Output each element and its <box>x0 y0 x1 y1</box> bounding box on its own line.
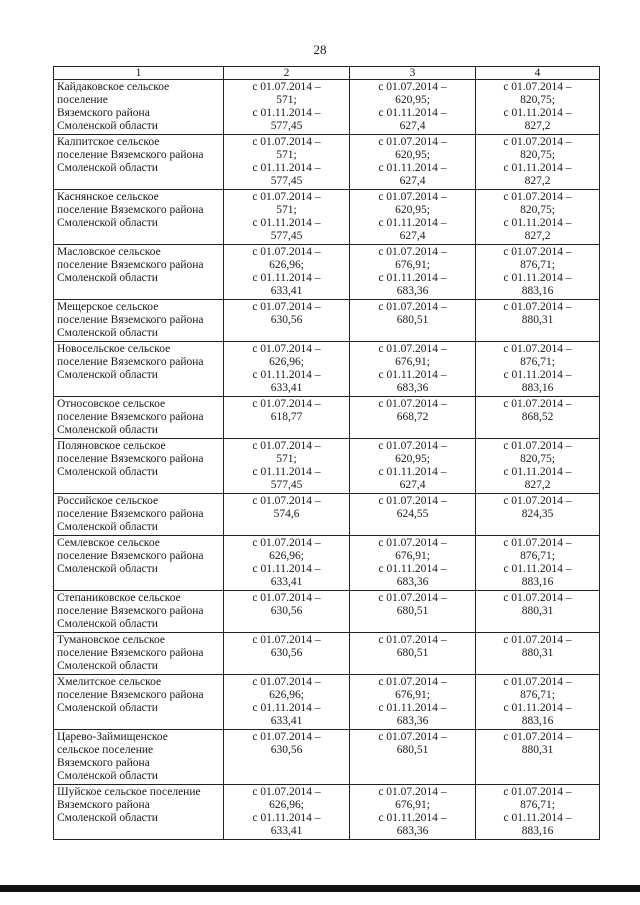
tariff-line: с 01.07.2014 – <box>503 398 572 410</box>
settlement-name-cell <box>54 591 224 633</box>
table-row <box>54 730 600 785</box>
tariff-line: с 01.11.2014 – <box>252 162 321 174</box>
settlement-name-cell <box>54 633 224 675</box>
tariff-line: с 01.07.2014 – <box>503 592 572 604</box>
tariff-cell-col3 <box>350 633 476 675</box>
tariff-cell-col4 <box>476 494 600 536</box>
tariff-cell-col3 <box>350 591 476 633</box>
settlement-name-cell <box>54 245 224 300</box>
tariff-line: 618,77 <box>270 411 303 423</box>
tariff-cell-col3 <box>350 785 476 840</box>
tariff-line: с 01.11.2014 – <box>503 369 572 381</box>
settlement-name-line: Масловское сельское <box>57 246 161 258</box>
settlement-name-cell <box>54 494 224 536</box>
tariff-line: с 01.07.2014 – <box>252 246 321 258</box>
tariff-line: 876,71; <box>520 259 555 271</box>
settlement-name-line: Смоленской области <box>57 272 158 284</box>
tariff-line: 627,4 <box>399 175 426 187</box>
tariff-line: 620,95; <box>395 453 430 465</box>
tariff-line: 626,96; <box>269 689 304 701</box>
tariff-line: 620,95; <box>395 94 430 106</box>
tariff-line: с 01.07.2014 – <box>252 676 321 688</box>
column-header: 3 <box>350 67 476 80</box>
table-row <box>54 135 600 190</box>
tariff-line: 883,16 <box>521 285 554 297</box>
bottom-border-bar <box>0 885 640 892</box>
tariff-line: 683,36 <box>396 382 429 394</box>
tariff-line: 880,31 <box>521 314 554 326</box>
tariff-line: с 01.11.2014 – <box>252 272 321 284</box>
tariff-line: 571; <box>276 453 297 465</box>
tariff-cell-col4 <box>476 536 600 591</box>
table-row <box>54 439 600 494</box>
page-number: 28 <box>313 42 327 57</box>
tariff-cell-col3 <box>350 80 476 135</box>
settlement-name-line: поселение Вяземского района <box>57 204 204 216</box>
tariff-line: с 01.07.2014 – <box>252 191 321 203</box>
tariff-cell-col4 <box>476 633 600 675</box>
tariff-line: с 01.07.2014 – <box>503 731 572 743</box>
settlement-name-line: Вяземского района <box>57 757 150 769</box>
settlement-name-line: Шуйское сельское поселение <box>57 786 201 798</box>
tariff-line: с 01.11.2014 – <box>378 107 447 119</box>
tariff-line: с 01.11.2014 – <box>503 563 572 575</box>
tariff-line: 680,51 <box>396 314 429 326</box>
tariff-line: с 01.07.2014 – <box>378 676 447 688</box>
tariff-line: 633,41 <box>270 382 303 394</box>
tariff-line: 668,72 <box>396 411 429 423</box>
tariff-line: с 01.11.2014 – <box>378 162 447 174</box>
tariff-cell-col4 <box>476 300 600 342</box>
table-row <box>54 675 600 730</box>
tariff-line: с 01.11.2014 – <box>503 272 572 284</box>
tariff-cell-col4 <box>476 591 600 633</box>
tariff-cell-col3 <box>350 730 476 785</box>
tariff-line: с 01.07.2014 – <box>378 592 447 604</box>
tariff-line: 883,16 <box>521 715 554 727</box>
table-row <box>54 300 600 342</box>
tariff-cell-col2 <box>224 439 350 494</box>
tariff-line: 880,31 <box>521 605 554 617</box>
tariff-line: с 01.07.2014 – <box>252 495 321 507</box>
settlement-name-line: Тумановское сельское <box>57 634 166 646</box>
settlement-name-line: Смоленской области <box>57 120 158 132</box>
tariff-line: с 01.07.2014 – <box>252 440 321 452</box>
settlement-name-cell <box>54 397 224 439</box>
tariff-line: с 01.11.2014 – <box>378 702 447 714</box>
tariff-line: с 01.07.2014 – <box>252 537 321 549</box>
tariff-line: с 01.07.2014 – <box>503 191 572 203</box>
table-row <box>54 785 600 840</box>
tariff-cell-col4 <box>476 342 600 397</box>
tariff-cell-col2 <box>224 190 350 245</box>
tariff-cell-col4 <box>476 80 600 135</box>
tariff-line: 820,75; <box>520 149 555 161</box>
tariff-line: с 01.11.2014 – <box>378 812 447 824</box>
tariff-cell-col2 <box>224 730 350 785</box>
table-row <box>54 80 600 135</box>
tariff-line: 627,4 <box>399 479 426 491</box>
tariff-line: 824,35 <box>521 508 554 520</box>
tariff-line: 827,2 <box>524 175 551 187</box>
tariff-line: 633,41 <box>270 715 303 727</box>
tariff-line: 680,51 <box>396 647 429 659</box>
tariff-line: 883,16 <box>521 576 554 588</box>
settlement-name-line: Хмелитское сельское <box>57 676 162 688</box>
tariff-line: с 01.11.2014 – <box>503 107 572 119</box>
settlement-name-cell <box>54 300 224 342</box>
tariff-line: 626,96; <box>269 799 304 811</box>
settlement-name-line: Семлевское сельское <box>57 537 160 549</box>
settlement-name-cell <box>54 135 224 190</box>
tariff-cell-col4 <box>476 439 600 494</box>
tariff-line: 574,6 <box>273 508 300 520</box>
tariff-cell-col4 <box>476 397 600 439</box>
tariff-line: 626,96; <box>269 356 304 368</box>
tariff-cell-col3 <box>350 135 476 190</box>
tariff-line: 676,91; <box>395 689 430 701</box>
settlement-name-line: поселение Вяземского района <box>57 689 204 701</box>
settlement-name-line: сельское поселение <box>57 744 154 756</box>
table-row <box>54 190 600 245</box>
tariff-line: 624,55 <box>396 508 429 520</box>
tariff-line: с 01.11.2014 – <box>378 466 447 478</box>
tariff-line: 876,71; <box>520 356 555 368</box>
header-row <box>54 67 600 80</box>
tariff-line: с 01.07.2014 – <box>252 786 321 798</box>
tariff-line: 683,36 <box>396 576 429 588</box>
tariff-line: с 01.07.2014 – <box>252 343 321 355</box>
settlement-name-line: Смоленской области <box>57 563 158 575</box>
settlement-name-cell <box>54 536 224 591</box>
tariff-line: 876,71; <box>520 799 555 811</box>
tariff-line: 571; <box>276 94 297 106</box>
tariff-cell-col2 <box>224 80 350 135</box>
tariff-cell-col4 <box>476 245 600 300</box>
settlement-name-line: Смоленской области <box>57 369 158 381</box>
tariff-line: 820,75; <box>520 453 555 465</box>
column-header: 2 <box>224 67 350 80</box>
settlement-name-cell <box>54 785 224 840</box>
tariff-line: 676,91; <box>395 356 430 368</box>
settlement-name-line: Смоленской области <box>57 660 158 672</box>
settlement-name-line: поселение Вяземского района <box>57 314 204 326</box>
tariff-line: 676,91; <box>395 550 430 562</box>
tariff-line: 577,45 <box>270 120 303 132</box>
settlement-name-line: поселение Вяземского района <box>57 605 204 617</box>
settlement-name-line: Новосельское сельское <box>57 343 171 355</box>
table-row <box>54 591 600 633</box>
tariff-line: с 01.07.2014 – <box>378 731 447 743</box>
settlement-name-line: Степаниковское сельское <box>57 592 181 604</box>
tariff-cell-col2 <box>224 300 350 342</box>
tariff-line: с 01.07.2014 – <box>378 537 447 549</box>
tariff-cell-col4 <box>476 675 600 730</box>
settlement-name-line: поселение Вяземского района <box>57 508 204 520</box>
tariff-line: с 01.11.2014 – <box>378 272 447 284</box>
tariff-line: с 01.07.2014 – <box>503 246 572 258</box>
table-row <box>54 342 600 397</box>
tariff-line: с 01.07.2014 – <box>503 634 572 646</box>
tariff-line: с 01.11.2014 – <box>252 107 321 119</box>
tariff-line: 627,4 <box>399 230 426 242</box>
tariff-line: 633,41 <box>270 576 303 588</box>
settlement-name-line: Каснянское сельское <box>57 191 159 203</box>
tariff-cell-col3 <box>350 190 476 245</box>
tariff-line: с 01.11.2014 – <box>503 702 572 714</box>
tariff-line: с 01.07.2014 – <box>503 81 572 93</box>
tariff-line: с 01.11.2014 – <box>378 217 447 229</box>
settlement-name-line: Вяземского района <box>57 107 150 119</box>
tariff-cell-col3 <box>350 245 476 300</box>
tariff-line: 620,95; <box>395 149 430 161</box>
tariff-line: 571; <box>276 149 297 161</box>
tariff-line: с 01.07.2014 – <box>378 81 447 93</box>
tariff-line: 680,51 <box>396 605 429 617</box>
tariff-line: 876,71; <box>520 689 555 701</box>
settlement-name-line: Относовское сельское <box>57 398 166 410</box>
tariff-line: 627,4 <box>399 120 426 132</box>
tariff-line: с 01.07.2014 – <box>503 440 572 452</box>
tariff-line: 577,45 <box>270 230 303 242</box>
tariff-cell-col2 <box>224 633 350 675</box>
tariff-line: с 01.07.2014 – <box>503 537 572 549</box>
tariff-line: с 01.11.2014 – <box>252 702 321 714</box>
tariff-cell-col3 <box>350 397 476 439</box>
tariff-line: 827,2 <box>524 479 551 491</box>
settlement-name-line: Смоленской области <box>57 702 158 714</box>
tariff-line: 683,36 <box>396 825 429 837</box>
tariff-line: с 01.07.2014 – <box>378 398 447 410</box>
tariff-cell-col2 <box>224 135 350 190</box>
settlement-name-line: Вяземского района <box>57 799 150 811</box>
tariff-line: 630,56 <box>270 605 303 617</box>
table-row <box>54 633 600 675</box>
tariff-line: с 01.11.2014 – <box>252 563 321 575</box>
settlement-name-cell <box>54 80 224 135</box>
settlement-name-line: Царево-Займищенское <box>57 731 168 743</box>
tariff-line: с 01.07.2014 – <box>503 343 572 355</box>
tariff-cell-col4 <box>476 785 600 840</box>
tariff-line: с 01.11.2014 – <box>378 369 447 381</box>
tariff-cell-col2 <box>224 675 350 730</box>
tariff-line: с 01.11.2014 – <box>503 812 572 824</box>
settlement-name-line: поселение Вяземского района <box>57 149 204 161</box>
tariff-line: 676,91; <box>395 259 430 271</box>
tariff-line: с 01.07.2014 – <box>503 136 572 148</box>
settlement-name-line: поселение Вяземского района <box>57 453 204 465</box>
tariff-line: с 01.07.2014 – <box>252 81 321 93</box>
tariff-cell-col2 <box>224 342 350 397</box>
tariff-line: 633,41 <box>270 825 303 837</box>
tariff-table <box>53 66 600 840</box>
tariff-cell-col4 <box>476 730 600 785</box>
tariff-cell-col4 <box>476 190 600 245</box>
tariff-line: с 01.11.2014 – <box>503 466 572 478</box>
tariff-line: 820,75; <box>520 204 555 216</box>
column-header: 4 <box>476 67 600 80</box>
tariff-cell-col3 <box>350 536 476 591</box>
table-row <box>54 494 600 536</box>
tariff-line: с 01.07.2014 – <box>378 786 447 798</box>
tariff-cell-col3 <box>350 342 476 397</box>
tariff-line: с 01.07.2014 – <box>378 191 447 203</box>
tariff-cell-col3 <box>350 439 476 494</box>
tariff-line: с 01.07.2014 – <box>252 592 321 604</box>
tariff-line: с 01.07.2014 – <box>503 676 572 688</box>
tariff-line: 880,31 <box>521 647 554 659</box>
tariff-line: с 01.07.2014 – <box>378 246 447 258</box>
tariff-line: 577,45 <box>270 479 303 491</box>
tariff-cell-col2 <box>224 591 350 633</box>
tariff-line: с 01.07.2014 – <box>252 301 321 313</box>
tariff-line: 630,56 <box>270 647 303 659</box>
tariff-line: с 01.11.2014 – <box>503 217 572 229</box>
tariff-line: 883,16 <box>521 382 554 394</box>
tariff-line: с 01.07.2014 – <box>503 301 572 313</box>
tariff-line: 630,56 <box>270 744 303 756</box>
settlement-name-cell <box>54 730 224 785</box>
tariff-line: с 01.07.2014 – <box>503 495 572 507</box>
tariff-line: с 01.07.2014 – <box>378 343 447 355</box>
tariff-line: с 01.11.2014 – <box>252 369 321 381</box>
tariff-line: 676,91; <box>395 799 430 811</box>
tariff-line: 880,31 <box>521 744 554 756</box>
settlement-name-line: поселение Вяземского района <box>57 259 204 271</box>
table-row <box>54 245 600 300</box>
tariff-line: 577,45 <box>270 175 303 187</box>
tariff-line: 827,2 <box>524 230 551 242</box>
tariff-cell-col2 <box>224 536 350 591</box>
tariff-line: с 01.11.2014 – <box>252 812 321 824</box>
tariff-cell-col2 <box>224 245 350 300</box>
table-body <box>54 80 600 840</box>
tariff-line: с 01.11.2014 – <box>252 466 321 478</box>
settlement-name-line: Смоленской области <box>57 618 158 630</box>
column-header: 1 <box>54 67 224 80</box>
tariff-cell-col2 <box>224 785 350 840</box>
table-row <box>54 536 600 591</box>
settlement-name-line: Смоленской области <box>57 217 158 229</box>
settlement-name-line: Мещерское сельское <box>57 301 159 313</box>
settlement-name-line: Смоленской области <box>57 812 158 824</box>
tariff-cell-col2 <box>224 494 350 536</box>
tariff-line: с 01.07.2014 – <box>252 136 321 148</box>
tariff-line: с 01.07.2014 – <box>378 495 447 507</box>
settlement-name-line: Поляновское сельское <box>57 440 166 452</box>
tariff-line: с 01.07.2014 – <box>378 634 447 646</box>
settlement-name-cell <box>54 342 224 397</box>
settlement-name-cell <box>54 675 224 730</box>
settlement-name-line: Смоленской области <box>57 162 158 174</box>
settlement-name-line: поселение <box>57 94 108 106</box>
tariff-line: с 01.07.2014 – <box>378 440 447 452</box>
tariff-line: 626,96; <box>269 550 304 562</box>
settlement-name-line: поселение Вяземского района <box>57 356 204 368</box>
tariff-line: с 01.11.2014 – <box>252 217 321 229</box>
tariff-cell-col3 <box>350 494 476 536</box>
settlement-name-line: Кайдаковское сельское <box>57 81 170 93</box>
settlement-name-line: Смоленской области <box>57 521 158 533</box>
tariff-line: 868,52 <box>521 411 554 423</box>
settlement-name-line: Смоленской области <box>57 770 158 782</box>
tariff-cell-col3 <box>350 300 476 342</box>
tariff-line: 820,75; <box>520 94 555 106</box>
settlement-name-cell <box>54 190 224 245</box>
tariff-line: с 01.07.2014 – <box>378 136 447 148</box>
settlement-name-line: Российское сельское <box>57 495 159 507</box>
tariff-line: 683,36 <box>396 715 429 727</box>
tariff-line: с 01.07.2014 – <box>503 786 572 798</box>
tariff-line: с 01.11.2014 – <box>378 563 447 575</box>
tariff-line: 683,36 <box>396 285 429 297</box>
tariff-cell-col2 <box>224 397 350 439</box>
settlement-name-line: поселение Вяземского района <box>57 411 204 423</box>
settlement-name-cell <box>54 439 224 494</box>
tariff-line: 876,71; <box>520 550 555 562</box>
tariff-line: 571; <box>276 204 297 216</box>
settlement-name-line: Калпитское сельское <box>57 136 160 148</box>
tariff-line: с 01.07.2014 – <box>378 301 447 313</box>
tariff-line: 827,2 <box>524 120 551 132</box>
tariff-line: 680,51 <box>396 744 429 756</box>
table-row <box>54 397 600 439</box>
settlement-name-line: поселение Вяземского района <box>57 647 204 659</box>
tariff-line: 883,16 <box>521 825 554 837</box>
tariff-line: 630,56 <box>270 314 303 326</box>
settlement-name-line: Смоленской области <box>57 327 158 339</box>
tariff-line: с 01.07.2014 – <box>252 634 321 646</box>
tariff-line: с 01.07.2014 – <box>252 731 321 743</box>
settlement-name-line: Смоленской области <box>57 466 158 478</box>
tariff-line: с 01.07.2014 – <box>252 398 321 410</box>
tariff-cell-col3 <box>350 675 476 730</box>
tariff-line: 626,96; <box>269 259 304 271</box>
tariff-line: 620,95; <box>395 204 430 216</box>
tariff-line: 633,41 <box>270 285 303 297</box>
tariff-line: с 01.11.2014 – <box>503 162 572 174</box>
settlement-name-line: поселение Вяземского района <box>57 550 204 562</box>
tariff-cell-col4 <box>476 135 600 190</box>
settlement-name-line: Смоленской области <box>57 424 158 436</box>
